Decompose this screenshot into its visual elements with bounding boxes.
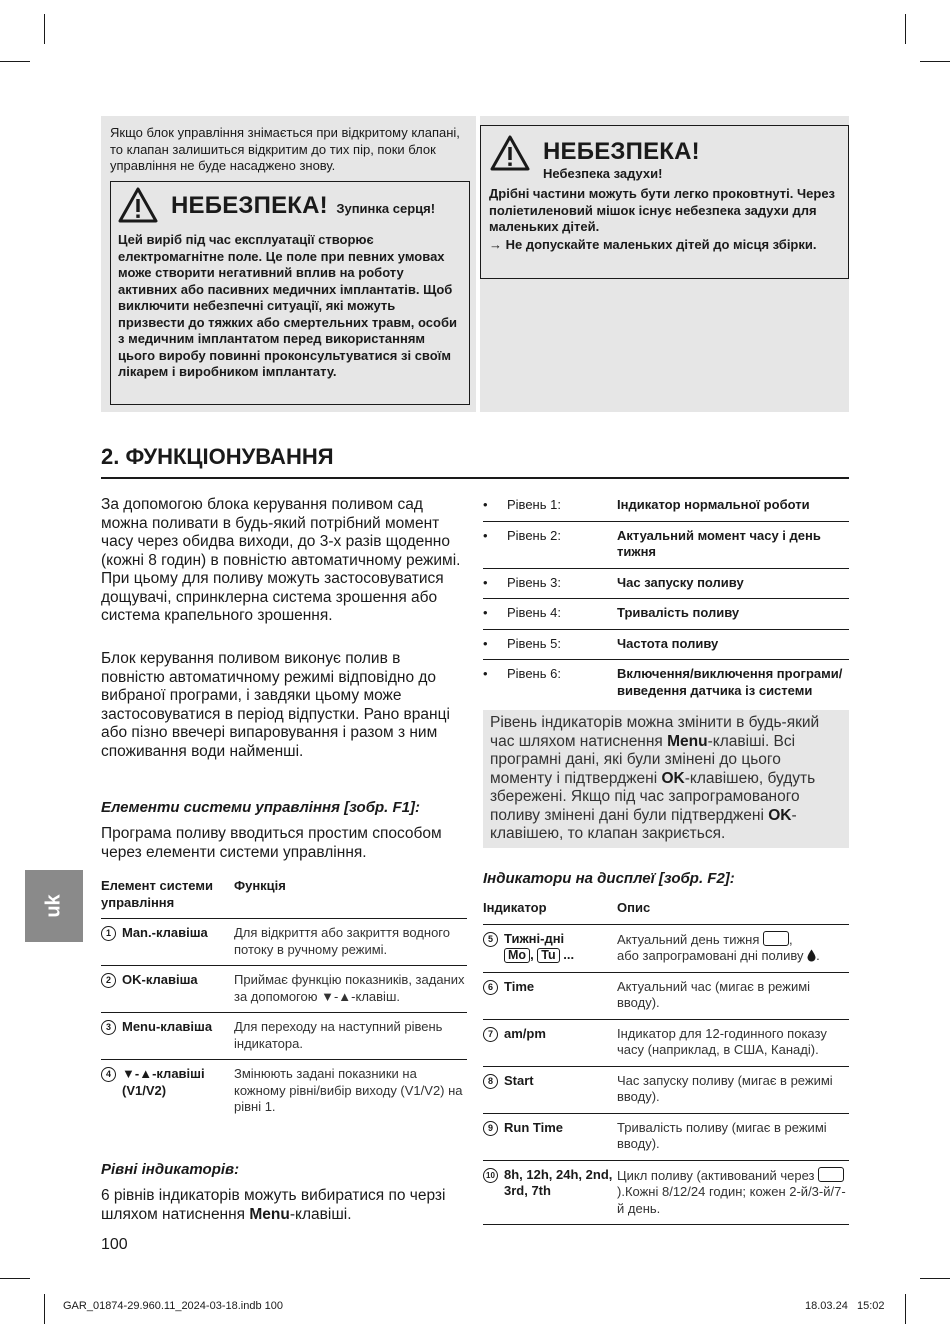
warning-triangle-icon <box>490 135 530 176</box>
menu-key-label: Menu <box>249 1205 290 1223</box>
section-title: 2. ФУНКЦІОНУВАННЯ <box>101 444 334 469</box>
table-row <box>483 972 849 1019</box>
page-number: 100 <box>101 1236 128 1253</box>
circled-number: 9 <box>483 1121 498 1136</box>
day-frame-icon <box>763 931 789 946</box>
footer-file-info: GAR_01874-29.960.11_2024-03-18.indb 100 <box>63 1300 283 1312</box>
danger-subtitle: Зупинка серця! <box>336 201 436 216</box>
circled-number: 6 <box>483 980 498 995</box>
crop-mark <box>920 1278 950 1279</box>
note-text: -клавішею, то клапан закриється. <box>490 806 797 842</box>
circled-number: 3 <box>101 1020 116 1035</box>
list-item: • Рівень 4: Тривалість поливу <box>483 599 849 630</box>
levels-heading: Рівні індикаторів: <box>101 1161 240 1178</box>
circled-number: 5 <box>483 932 498 947</box>
note-box <box>483 710 849 848</box>
table-row <box>483 1113 849 1160</box>
controls-col1-header: Елемент системи управління <box>101 878 213 910</box>
paragraph-1: За допомогою блока керування поливом сад можна поливати в будь-який потрібний момент часу через обидва виходи, до 3-х разів щоденно (кожні 8 годин) в повністю автоматичному режимі. При цьому для поливу можуть застосовуватися дощувачі, спринклерна система зрошення або система крапельного зрошення. <box>101 496 461 624</box>
indicator-name: Тижні-дні <box>504 930 565 946</box>
table-row: 5 Тижні-дні Mo , Tu ... Актуальний день тижня , або запрограмовані дні поливу . <box>483 924 849 972</box>
warning-triangle-icon <box>118 187 158 228</box>
day-key-tu: Tu <box>537 948 559 963</box>
crop-mark <box>0 1278 30 1279</box>
danger-title: НЕБЕЗПЕКА! <box>543 138 700 165</box>
cycle-frame-icon <box>818 1167 844 1182</box>
indicator-desc: Індикатор для 12-годинного показу часу (наприклад, в США, Канаді). <box>617 1025 827 1057</box>
danger-action: → Не допускайте маленьких дітей до місця збірки. <box>489 237 817 252</box>
day-key-mo: Mo <box>504 948 530 963</box>
language-tab-label: uk <box>42 894 65 918</box>
note-text: -клавіші. Всі програмні дані, які були змінені до цього моменту і підтверджені <box>490 732 796 787</box>
indicator-desc: або запрограмовані дні поливу <box>617 948 804 963</box>
indicator-name: Start <box>504 1072 534 1088</box>
circled-number: 7 <box>483 1027 498 1042</box>
circled-number: 10 <box>483 1168 498 1183</box>
indicator-desc: Актуальний час (мигає в режимі вводу). <box>617 978 811 1010</box>
display-col2-header: Опис <box>617 900 651 915</box>
control-name: ▼-▲-клавіші (V1/V2) <box>122 1066 205 1098</box>
controls-intro: Програма поливу вводиться простим способом через елементи системи управління. <box>101 825 442 861</box>
table-row <box>101 966 467 1013</box>
table-row <box>483 1066 849 1113</box>
control-desc: Для відкриття або закриття водного потоку в ручному режимі. <box>234 925 450 957</box>
circled-number: 8 <box>483 1074 498 1089</box>
controls-table <box>101 878 467 1123</box>
level-value: Частота поливу <box>617 635 719 651</box>
level-value: Час запуску поливу <box>617 574 744 590</box>
level-value: Актуальний момент часу і день тижня <box>617 527 821 559</box>
levels-intro <box>101 1187 446 1224</box>
levels-intro-text: -клавіші. <box>289 1205 352 1223</box>
indicator-desc: Цикл поливу (активований через <box>617 1167 815 1183</box>
crop-mark <box>44 1294 45 1324</box>
control-name: Menu-клавіша <box>122 1019 213 1034</box>
control-desc: Приймає функцію показників, заданих за допомогою ▼-▲-клавіш. <box>234 972 465 1004</box>
control-desc: Для переходу на наступний рівень індикатора. <box>234 1019 443 1051</box>
level-value: Включення/виключення програми/виведення датчика із системи <box>617 666 843 698</box>
control-name: OK-клавіша <box>122 972 198 987</box>
level-label: Рівень 3: <box>507 574 561 590</box>
crop-mark <box>0 61 30 62</box>
danger-box-choking <box>480 125 849 279</box>
indicator-name: am/pm <box>504 1025 546 1041</box>
note-text: -клавішею, будуть збережені. Якщо під час запрограмованого поливу змінені дані були підтверджені <box>490 769 816 824</box>
list-item: • Рівень 3: Час запуску поливу <box>483 568 849 599</box>
ok-key-label: OK <box>768 806 792 824</box>
level-value: Індикатор нормальної роботи <box>617 497 810 512</box>
warning-block-right <box>480 116 849 412</box>
section-rule <box>101 477 849 479</box>
control-desc: Змінюють задані показники на кожному рівні/вибір виходу (V1/V2) на рівні 1. <box>234 1066 463 1114</box>
table-row <box>101 1060 467 1123</box>
display-table <box>483 900 849 1225</box>
table-row <box>101 1013 467 1060</box>
level-label: Рівень 2: <box>507 527 561 543</box>
level-value: Тривалість поливу <box>617 605 740 620</box>
indicator-desc: ).Кожні 8/12/24 годин; кожен 2-й/3-й/7-й день. <box>617 1184 846 1216</box>
controls-heading: Елементи системи управління [зобр. F1]: <box>101 799 420 816</box>
indicator-desc: Тривалість поливу (мигає в режимі вводу). <box>617 1119 827 1151</box>
danger-box-cardiac <box>110 181 470 405</box>
footer-date: 18.03.24 15:02 <box>805 1300 885 1312</box>
warning-intro: Якщо блок управління знімається при відкритому клапані, то клапан залишиться відкритим до тих пір, поки блок управління не буде насаджено знову. <box>110 125 460 173</box>
level-label: Рівень 6: <box>507 666 561 681</box>
table-row <box>483 1019 849 1066</box>
menu-key-label: Menu <box>667 732 708 750</box>
circled-number: 1 <box>101 926 116 941</box>
circled-number: 4 <box>101 1067 116 1082</box>
table-row <box>483 1160 849 1225</box>
danger-subtitle: Небезпека задухи! <box>543 166 663 181</box>
crop-mark <box>44 14 45 44</box>
level-label: Рівень 4: <box>507 605 561 620</box>
language-tab <box>25 870 83 942</box>
danger-title: НЕБЕЗПЕКА! <box>171 192 328 219</box>
note-text: Рівень індикаторів можна змінити в будь-який час шляхом натиснення <box>490 714 820 750</box>
list-item: • Рівень 2: Актуальний момент часу і день тижня <box>483 521 849 568</box>
indicator-name: 8h, 12h, 24h, 2nd, 3rd, 7th <box>504 1166 613 1198</box>
table-row <box>101 919 467 966</box>
display-heading: Індикатори на дисплеї [зобр. F2]: <box>483 870 735 887</box>
crop-mark <box>905 14 906 44</box>
danger-text: Дрібні частини можуть бути легко проковтнуті. Через поліетиленовий мішок існує небезпека задухи для маленьких дітей. <box>489 186 836 234</box>
indicator-desc: Час запуску поливу (мигає в режимі вводу). <box>617 1072 833 1104</box>
water-drop-icon <box>807 948 816 963</box>
list-item: • Рівень 6: Включення/виключення програми/виведення датчика із системи <box>483 660 849 707</box>
danger-text: Цей виріб під час експлуатації створює електромагнітне поле. Це поле при певних умовах може створити негативний вплив на роботу активних або пасивних медичних імплантатів. Щоб виключити небезпечні ситуації, які можуть призвести до тяжких або смертельних травм, особи з медичним імплантатом перед використанням цього виробу повинні проконсультуватися зі своїм лікарем і виробником імплантату. <box>118 232 457 379</box>
circled-number: 2 <box>101 973 116 988</box>
list-item: • Рівень 1: Індикатор нормальної роботи <box>483 491 849 521</box>
controls-col2-header: Функція <box>234 878 286 893</box>
display-col1-header: Індикатор <box>483 900 547 915</box>
indicator-name: Run Time <box>504 1119 563 1135</box>
crop-mark <box>905 1294 906 1324</box>
crop-mark <box>920 61 950 62</box>
warning-block-left <box>101 116 476 412</box>
ellipsis: ... <box>563 947 575 962</box>
indicator-desc: Актуальний день тижня <box>617 931 760 947</box>
list-item: • Рівень 5: Частота поливу <box>483 629 849 660</box>
level-label: Рівень 5: <box>507 635 561 651</box>
levels-intro-text: 6 рівнів індикаторів можуть вибиратися по черзі шляхом натиснення <box>101 1187 446 1223</box>
control-name: Man.-клавіша <box>122 925 208 940</box>
level-label: Рівень 1: <box>507 497 561 512</box>
ok-key-label: OK <box>661 769 685 787</box>
indicator-name: Time <box>504 978 535 994</box>
paragraph-2: Блок керування поливом виконує полив в повністю автоматичному режимі відповідно до вибраної програми, і завдяки цьому може застосовуватися в період відпустки. Рано вранці або пізно ввечері випаровування і разом з ним споживання води найменші. <box>101 650 450 760</box>
levels-list <box>483 491 849 706</box>
